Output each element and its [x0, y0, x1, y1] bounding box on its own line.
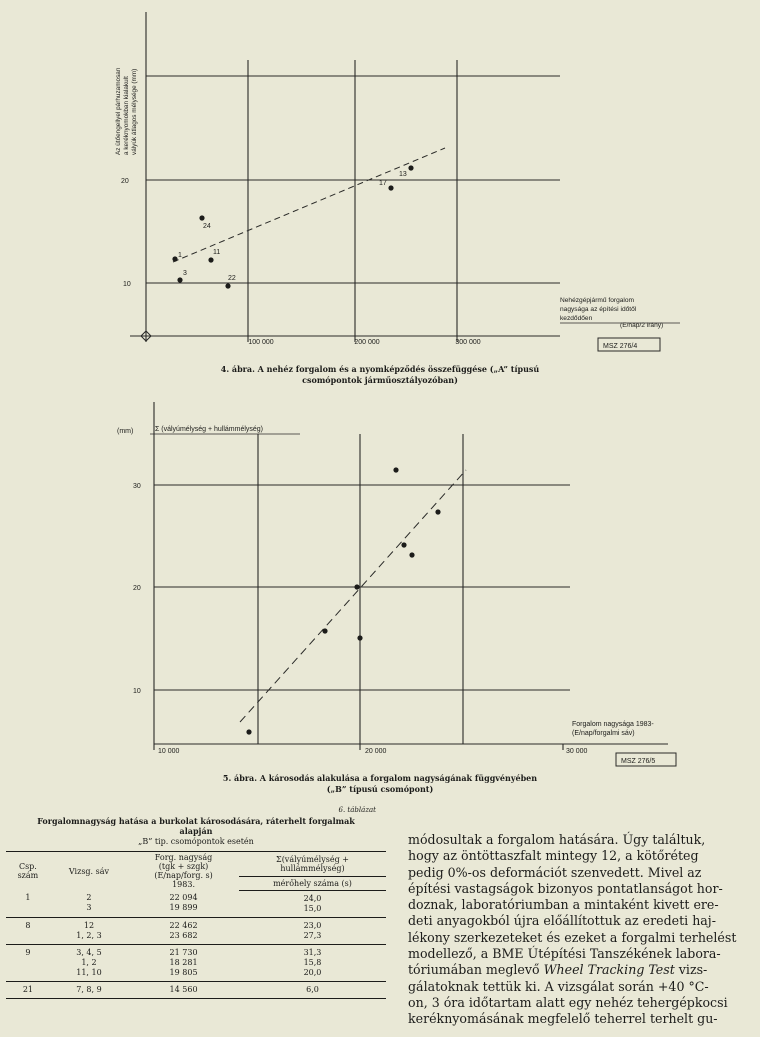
body-line: hogy az öntöttaszfalt mintegy 12, a kötőréteg [408, 848, 699, 864]
fig4-point-label: 22 [228, 275, 236, 282]
fig4-caption-line2: csomópontok járműosztályozóban) [302, 375, 458, 385]
table-row: 1 2 3 22 094 19 899 24,0 15,0 [6, 890, 386, 917]
fig5-point [354, 584, 359, 589]
fig5-y-tick-label: 10 [133, 688, 141, 695]
body-line: modellező, a BME Útépítési Tanszékének labora- [408, 946, 721, 962]
fig5-y-tick-label: 20 [133, 585, 141, 592]
fig4-y-axis-label: Az ütőengellyel párhuzamosan [115, 67, 122, 155]
italic-term: Wheel Tracking Test [543, 962, 675, 978]
fig5-point [435, 509, 440, 514]
fig5-stamp: MSZ 276/5 [621, 758, 656, 765]
fig5-x-tick-label: 30 000 [566, 748, 588, 755]
fig5-caption [0, 773, 760, 795]
table-label: 6. táblázat [338, 806, 376, 814]
fig4-x-tick-label: 200 000 [354, 339, 380, 346]
fig5-y-tick-label: 30 [133, 483, 141, 490]
fig4-point [408, 165, 413, 170]
fig4-y-tick-label: 20 [121, 178, 129, 185]
fig5-x-tick-label: 10 000 [158, 748, 180, 755]
body-line: doznak, laboratóriumban a mintaként kivett ere- [408, 897, 719, 913]
fig4-point [199, 215, 204, 220]
body-line: on, 3 óra időtartam alatt egy nehéz tehergépkocsi [408, 994, 728, 1010]
figure-4-chart [0, 0, 760, 360]
body-line: módosultak a forgalom hatására. Úgy találtuk, [408, 832, 706, 847]
header-csp: Csp. szám [6, 852, 50, 891]
fig5-point [393, 467, 398, 472]
body-line: építési vastagságok bizonyos pontatlanságot hor- [408, 880, 723, 896]
table-row: 9 3, 4, 5 1, 2 11, 10 21 730 18 281 19 805 31,3 15,8 20,0 [6, 944, 386, 981]
body-line: tóriumában meglevő Wheel Tracking Test vizs- [408, 962, 708, 978]
fig4-x-tick-label: 100 000 [248, 339, 274, 346]
header-melyseg: Σ(vályúmélység + hullámmélység) [239, 852, 386, 877]
body-line: pedig 0%-os deformációt szenvedett. Mivel az [408, 864, 702, 880]
table-title-line1: Forgalomnagyság hatása a burkolat károsodására, ráterhelt forgalmak [37, 816, 355, 826]
fig5-x-axis-label: (E/nap/forgalmi sáv) [572, 730, 635, 737]
fig5-x-tick-label: 20 000 [365, 748, 387, 755]
fig4-point-label: 17 [379, 180, 387, 187]
table-title-line2: alapján [179, 826, 213, 836]
data-table [6, 851, 386, 999]
header-merohely: mérőhely száma (s) [239, 876, 386, 890]
table-row: 8 12 1, 2, 3 22 462 23 682 23,0 27,3 [6, 917, 386, 944]
fig4-point [225, 283, 230, 288]
fig4-y-axis-label: a keréknyomokban kialakult [123, 76, 130, 155]
fig4-point-label: 1 [178, 252, 182, 259]
fig4-caption [0, 364, 760, 386]
fig5-caption-line1: 5. ábra. A károsodás alakulása a forgalom nagyságának függvényében [222, 773, 538, 783]
fig4-x-axis-label: nagysága az építési időtől [560, 306, 637, 313]
fig4-x-axis-label: Nehézgépjármű forgalom [560, 297, 635, 304]
fig5-point [322, 628, 327, 633]
header-forg: Forg. nagyság (tgk + szgk) (E/nap/forg. s) 1983. [128, 852, 239, 891]
fig5-point [246, 729, 251, 734]
table-subtitle: „B” tip. csomópontok esetén [138, 837, 254, 846]
body-line: deti anyagokból újra előállítottuk az eredeti haj- [408, 913, 716, 929]
fig5-point [357, 635, 362, 640]
fig4-point-label: 11 [213, 249, 221, 256]
figure-5-chart [0, 392, 760, 772]
fig4-caption-line1: 4. ábra. A nehéz forgalom és a nyomképződés összefüggése („A” típusú [220, 364, 540, 374]
table-6 [0, 806, 392, 999]
fig4-point [177, 277, 182, 282]
body-paragraph [408, 832, 750, 1028]
fig5-point [409, 552, 414, 557]
fig4-point-label: 13 [399, 171, 407, 178]
fig4-point [208, 257, 213, 262]
fig4-x-tick-label: 300 000 [455, 339, 481, 346]
fig4-y-tick-label: 10 [123, 281, 131, 288]
fig4-point [172, 256, 177, 261]
table-row: 21 7, 8, 9 14 560 6,0 [6, 981, 386, 998]
fig4-point [388, 185, 393, 190]
fig4-trend-line [173, 148, 445, 262]
fig5-point [401, 542, 406, 547]
body-line: keréknyomásának megfelelő teherrel terhelt gu- [408, 1011, 718, 1027]
fig5-y-axis-label: Σ (vályúmélység + hullámmélység) [155, 426, 264, 433]
body-line: gálatoknak tettük ki. A vizsgálat során +40 °C- [408, 978, 709, 994]
header-sav: Vizsg. sáv [50, 852, 128, 891]
fig4-x-axis-label: (E/nap/2 irány) [620, 322, 664, 329]
fig5-caption-line2: („B” típusú csomópont) [326, 784, 434, 794]
fig5-trend-line [240, 470, 466, 722]
body-line: lékony szerkezeteket és ezeket a forgalmi terhelést [408, 929, 737, 945]
fig4-point-label: 24 [203, 223, 211, 230]
fig5-y-unit: (mm) [117, 428, 134, 435]
fig4-y-axis-label: vályúk átlagos mélysége (mm) [131, 68, 138, 155]
fig4-stamp: MSZ 276/4 [603, 343, 638, 350]
fig4-point-label: 3 [183, 270, 187, 277]
fig5-x-axis-label: Forgalom nagysága 1983- [572, 721, 654, 728]
fig4-x-axis-label: kezdődően [560, 315, 593, 322]
